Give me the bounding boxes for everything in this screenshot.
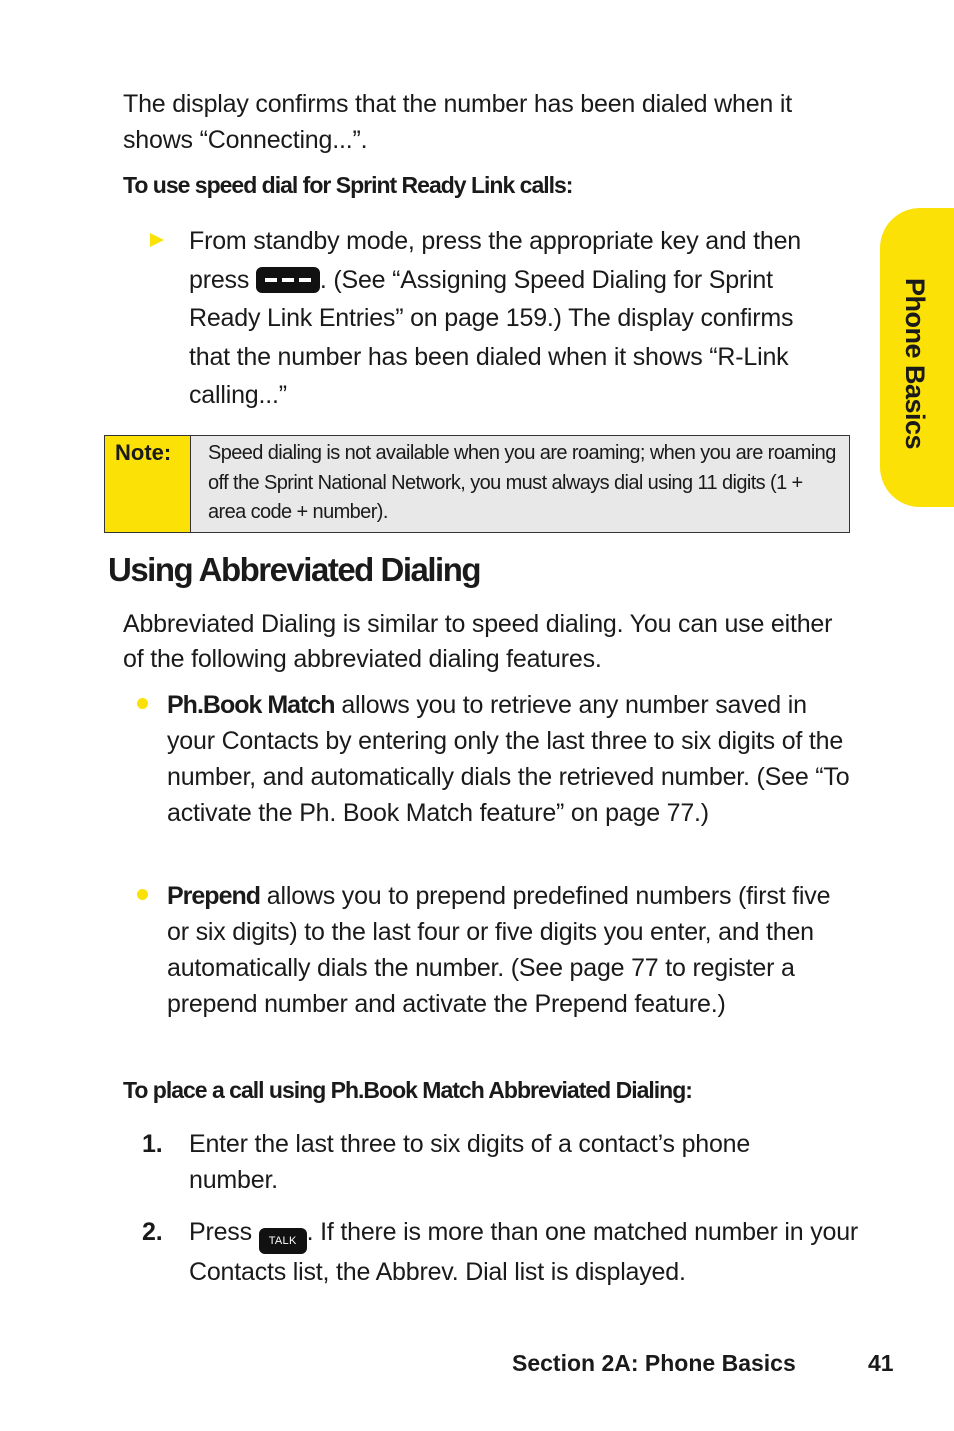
bullet-term: Prepend (167, 882, 261, 910)
bullet-term: Ph.Book Match (167, 691, 335, 719)
triangle-bullet-icon (150, 233, 164, 247)
bullet-dot-icon (137, 889, 148, 900)
ready-link-step-text-1: From standby mode, press the appropriate key and then press (189, 227, 801, 294)
footer-page-number: 41 (868, 1350, 894, 1376)
step-number: 2. (142, 1218, 163, 1246)
note-label: Note: (105, 436, 191, 532)
bullet-prepend (167, 878, 857, 1022)
step-2-text-1: Press (189, 1218, 252, 1246)
bullet-text: allows you to retrieve any number saved in your Contacts by entering only the last three to six digits of the number, and automatically dials the retrieved number. (See “To activate the Ph. Book Match feature” on page 77.) (167, 691, 850, 827)
ready-link-step-text-2: . (See “Assigning Speed Dialing for Sprint Ready Link Entries” on page 159.) The display confirms that the number has been dialed when it shows “R-Link calling...” (189, 265, 794, 409)
section-intro: Abbreviated Dialing is similar to speed dialing. You can use either of the following abbreviated dialing features. (123, 610, 833, 673)
section-heading: Using Abbreviated Dialing (108, 551, 481, 588)
note-text: Speed dialing is not available when you are roaming; when you are roaming off the Sprint National Network, you must always dial using 11 digits (1 + area code + number). (191, 436, 849, 532)
ready-link-step (189, 222, 829, 415)
bullet-dot-icon (137, 698, 148, 709)
subhead-ready-link: To use speed dial for Sprint Ready Link calls: (123, 172, 573, 198)
bullet-ph-book-match (167, 687, 857, 831)
step-2-text-2: . If there is more than one matched number in your Contacts list, the Abbrev. Dial list is displayed. (189, 1218, 859, 1286)
subhead-place-call: To place a call using Ph.Book Match Abbreviated Dialing: (123, 1077, 692, 1103)
note-box (104, 435, 850, 533)
step-number: 1. (142, 1130, 163, 1158)
footer-section: Section 2A: Phone Basics (512, 1350, 796, 1376)
intro-paragraph: The display confirms that the number has been dialed when it shows “Connecting...”. (123, 90, 792, 154)
side-tab (880, 208, 954, 507)
step-1-text: Enter the last three to six digits of a contact’s phone number. (189, 1130, 751, 1194)
menu-key-icon (256, 267, 320, 293)
talk-key-icon: TALK (259, 1228, 307, 1254)
bullet-text: allows you to prepend predefined numbers (first five or six digits) to the last four or five digits you enter, and then automatically dials the number. (See page 77 to register a prepend number and activate the Prepend feature.) (167, 882, 831, 1018)
side-tab-label: Phone Basics (900, 278, 930, 450)
step-2-text (189, 1214, 859, 1290)
